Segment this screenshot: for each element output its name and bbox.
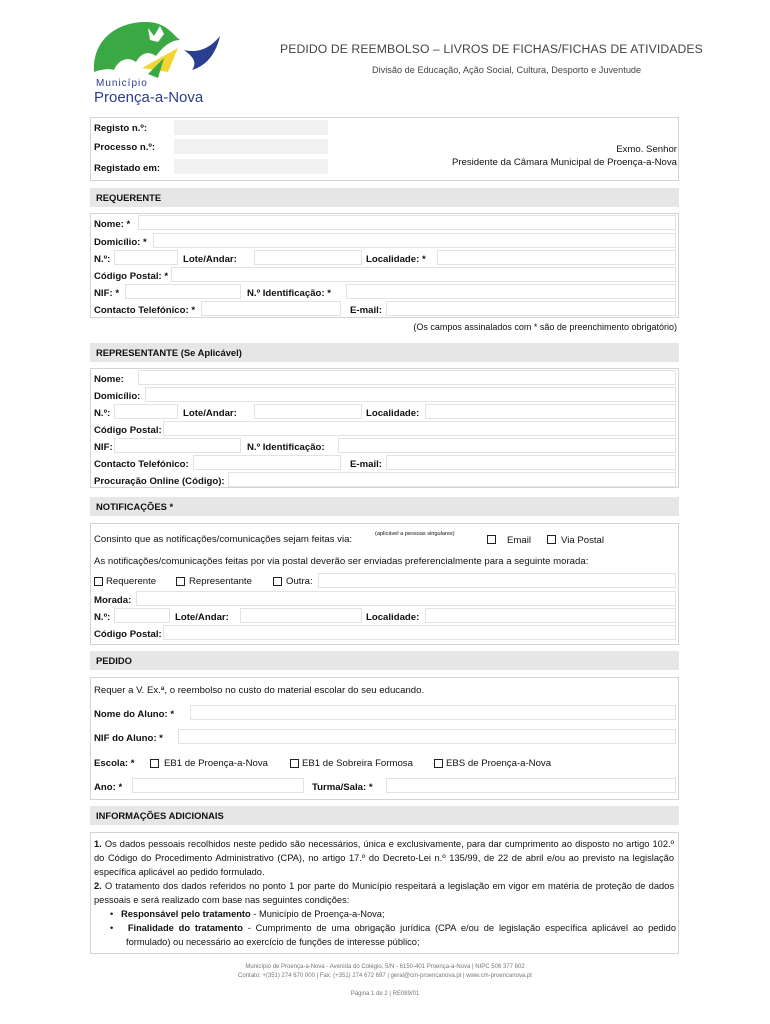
notif-lote-field[interactable]	[240, 608, 362, 623]
postal-checkbox[interactable]	[547, 535, 556, 544]
pedido-heading: PEDIDO	[90, 651, 679, 670]
req-cp-label: Código Postal: *	[94, 271, 169, 282]
escola-eb1-sf-checkbox[interactable]	[290, 759, 299, 768]
processo-field[interactable]	[174, 139, 328, 154]
info-paragraph-1: 1. Os dados pessoais recolhidos neste pedido são necessários, única e exclusivamente, para dar cumprimento ao disposto no artigo 102.º do Código do Procedimento Administrativo (CPA), no artigo 17.º do Decreto-Lei n.º 135/99, de 22 de abril e/ou ao previsto na legislação específica aplicável ao pedido formulado.	[94, 839, 674, 877]
rep-nome-label: Nome:	[94, 374, 124, 385]
nif-aluno-label: NIF do Aluno: *	[94, 733, 163, 744]
notif-outra-field[interactable]	[318, 573, 676, 588]
req-numero-label: N.º:	[94, 254, 111, 265]
rep-procuracao-label: Procuração Online (Código):	[94, 476, 225, 487]
form-title: PEDIDO DE REEMBOLSO – LIVROS DE FICHAS/FICHAS DE ATIVIDADES	[280, 42, 703, 56]
mandatory-note: (Os campos assinalados com * são de preenchimento obrigatório)	[413, 322, 677, 332]
req-nif-label: NIF: *	[94, 288, 120, 299]
footer-contacts: Contato: +(351) 274 670 000 | Fax: (+351) 274 672 697 | geral@cm-proencanova.pt | www.cm-proencanova.pt	[238, 973, 532, 979]
req-id-field[interactable]	[346, 284, 676, 299]
postal-note: As notificações/comunicações feitas por via postal deverão ser enviadas preferencialmente para a seguinte morada:	[94, 556, 589, 567]
nif-aluno-field[interactable]	[178, 729, 676, 744]
rep-numero-field[interactable]	[114, 404, 178, 419]
rep-nome-field[interactable]	[138, 370, 676, 385]
notif-representante-checkbox[interactable]	[176, 577, 185, 586]
email-option-label: Email	[507, 535, 531, 546]
notif-outra-label: Outra:	[286, 576, 313, 587]
turma-label: Turma/Sala: *	[312, 782, 373, 793]
pedido-text: Requer a V. Ex.ª, o reembolso no custo do material escolar do seu educando.	[94, 685, 425, 696]
registo-field[interactable]	[174, 120, 328, 135]
rep-id-label: N.º Identificação:	[247, 442, 325, 453]
logo-big-text: Proença-a-Nova	[94, 89, 204, 106]
notificacoes-heading: NOTIFICAÇÕES *	[90, 497, 679, 516]
rep-numero-label: N.º:	[94, 408, 111, 419]
info-paragraph-2: 2. O tratamento dos dados referidos no ponto 1 por parte do Município respeitará a legislação em vigor em matéria de proteção de dados pessoais e será realizado com base nas seguintes condições:	[94, 881, 674, 905]
req-domicilio-field[interactable]	[153, 233, 676, 248]
nome-aluno-label: Nome do Aluno: *	[94, 709, 175, 720]
notif-requerente-label: Requerente	[106, 576, 157, 587]
req-lote-field[interactable]	[254, 250, 362, 265]
escola-eb1-pn-checkbox[interactable]	[150, 759, 159, 768]
postal-option-label: Via Postal	[561, 535, 605, 546]
notif-localidade-field[interactable]	[425, 608, 676, 623]
req-lote-label: Lote/Andar:	[183, 254, 237, 265]
req-email-field[interactable]	[386, 301, 676, 316]
turma-field[interactable]	[386, 778, 676, 793]
notif-localidade-label: Localidade:	[366, 612, 420, 623]
processo-label: Processo n.º:	[94, 142, 156, 153]
addressee-line1: Exmo. Senhor	[616, 144, 677, 155]
rep-contacto-label: Contacto Telefónico:	[94, 459, 189, 470]
rep-localidade-field[interactable]	[425, 404, 676, 419]
req-id-label: N.º Identificação: *	[247, 288, 332, 299]
req-localidade-field[interactable]	[437, 250, 676, 265]
escola-ebs-pn-label: EBS de Proença-a-Nova	[446, 758, 552, 769]
notif-lote-label: Lote/Andar:	[175, 612, 229, 623]
rep-cp-field[interactable]	[163, 421, 676, 436]
rep-nif-field[interactable]	[114, 438, 241, 453]
escola-eb1-sf-label: EB1 de Sobreira Formosa	[302, 758, 413, 769]
consent-text: Consinto que as notificações/comunicações sejam feitas via:	[94, 534, 353, 545]
notif-morada-label: Morada:	[94, 595, 132, 606]
info-heading: INFORMAÇÕES ADICIONAIS	[90, 806, 679, 825]
registado-label: Registado em:	[94, 163, 161, 174]
nome-aluno-field[interactable]	[190, 705, 676, 720]
rep-id-field[interactable]	[338, 438, 676, 453]
requerente-heading: REQUERENTE	[90, 188, 679, 207]
registo-label: Registo n.º:	[94, 123, 148, 134]
municipality-logo	[88, 14, 228, 110]
req-localidade-label: Localidade: *	[366, 254, 426, 265]
page-number: Página 1 de 2 | RE089/01	[350, 991, 420, 997]
rep-email-label: E-mail:	[350, 459, 382, 470]
req-contacto-field[interactable]	[201, 301, 341, 316]
ano-label: Ano: *	[94, 782, 123, 793]
form-subtitle: Divisão de Educação, Ação Social, Cultura, Desporto e Juventude	[372, 65, 642, 75]
req-email-label: E-mail:	[350, 305, 382, 316]
addressee-line2: Presidente da Câmara Municipal de Proença-a-Nova	[451, 157, 677, 168]
notif-outra-checkbox[interactable]	[273, 577, 282, 586]
registado-field[interactable]	[174, 159, 328, 174]
email-checkbox[interactable]	[487, 535, 496, 544]
info-bullet-2: • Finalidade do tratamento - Cumprimento de uma obrigação jurídica (CPA e/ou de legislação específica aplicável ao pedido formulado) ou necessário ao exercício de funções de interesse público;	[110, 923, 676, 947]
notif-morada-field[interactable]	[136, 591, 676, 606]
rep-lote-field[interactable]	[254, 404, 362, 419]
notif-numero-label: N.º:	[94, 612, 111, 623]
escola-label: Escola: *	[94, 758, 135, 769]
rep-nif-label: NIF:	[94, 442, 113, 453]
escola-eb1-pn-label: EB1 de Proença-a-Nova	[164, 758, 268, 769]
req-nome-label: Nome: *	[94, 219, 131, 230]
notif-representante-label: Representante	[189, 576, 252, 587]
notif-cp-label: Código Postal:	[94, 629, 162, 640]
rep-lote-label: Lote/Andar:	[183, 408, 237, 419]
rep-procuracao-field[interactable]	[228, 472, 676, 487]
rep-email-field[interactable]	[386, 455, 676, 470]
rep-domicilio-label: Domicílio:	[94, 391, 141, 402]
consent-note: (aplicável a pessoas singulares)	[375, 531, 455, 537]
rep-contacto-field[interactable]	[193, 455, 341, 470]
req-nome-field[interactable]	[138, 215, 676, 230]
footer-address: Município de Proença-a-Nova - Avenida do Colégio, 5/N - 6150-401 Proença-a-Nova | NIPC 506 377 802	[245, 964, 525, 970]
logo-small-text: Município	[96, 78, 148, 89]
rep-cp-label: Código Postal:	[94, 425, 162, 436]
notif-numero-field[interactable]	[114, 608, 170, 623]
req-nif-field[interactable]	[125, 284, 241, 299]
req-domicilio-label: Domicílio: *	[94, 237, 147, 248]
req-numero-field[interactable]	[114, 250, 178, 265]
req-contacto-label: Contacto Telefónico: *	[94, 305, 196, 316]
notif-requerente-checkbox[interactable]	[94, 577, 103, 586]
escola-ebs-pn-checkbox[interactable]	[434, 759, 443, 768]
req-cp-field[interactable]	[171, 267, 676, 282]
ano-field[interactable]	[132, 778, 304, 793]
rep-domicilio-field[interactable]	[145, 387, 676, 402]
info-bullet-1: • Responsável pelo tratamento - Município de Proença-a-Nova;	[110, 909, 385, 919]
notif-cp-field[interactable]	[163, 625, 676, 640]
rep-localidade-label: Localidade:	[366, 408, 420, 419]
representante-heading: REPRESENTANTE (Se Aplicável)	[90, 343, 679, 362]
